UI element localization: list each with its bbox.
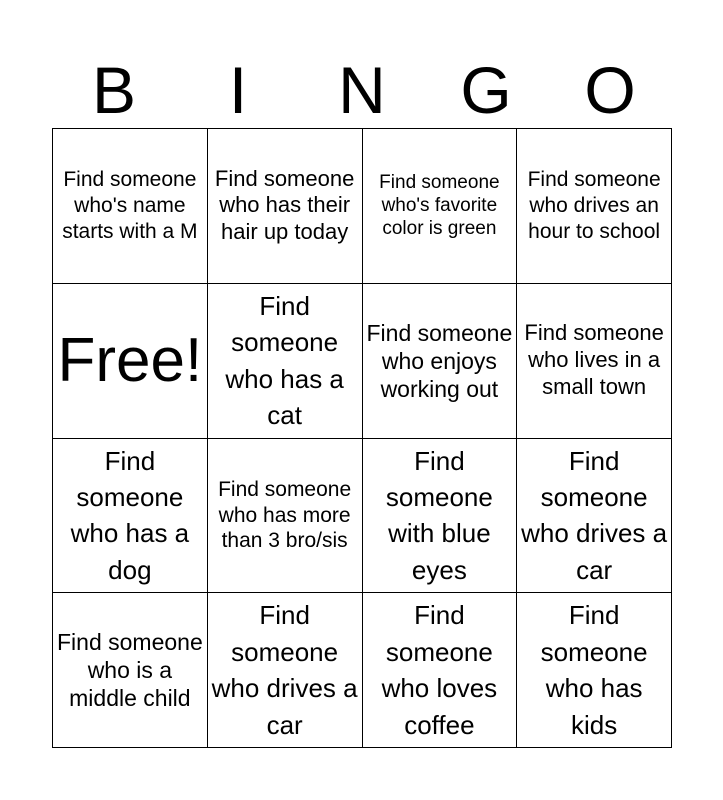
cell-text: Find someone who has a cat [225, 290, 344, 431]
cell-text: Find someone who enjoys working out [366, 319, 513, 402]
bingo-board [52, 128, 672, 748]
bingo-cell[interactable] [53, 129, 208, 284]
cell-text: Find someone who has their hair up today [214, 165, 355, 245]
cell-text: Find someone who's favorite color is green [379, 172, 500, 240]
cell-text: Find someone with blue eyes [385, 445, 493, 585]
header-letter-i: I [228, 53, 248, 127]
cell-text: Find someone who has more than 3 bro/sis [218, 477, 352, 553]
bingo-cell[interactable] [517, 439, 672, 594]
cell-text: Find someone who drives an hour to school [527, 168, 661, 243]
cell-text: Find someone who's name starts with a M [62, 168, 198, 243]
free-space-cell[interactable] [53, 284, 208, 439]
free-space-text: Free! [57, 325, 203, 395]
cell-text: Find someone who drives a car [211, 600, 358, 740]
bingo-cell[interactable] [517, 593, 672, 748]
bingo-cell[interactable] [208, 593, 363, 748]
header-letter-o: O [584, 53, 636, 127]
bingo-cell[interactable] [363, 439, 518, 594]
bingo-cell[interactable] [208, 284, 363, 439]
bingo-cell[interactable] [517, 284, 672, 439]
bingo-cell[interactable] [363, 593, 518, 748]
header-letter-b: B [91, 53, 137, 127]
cell-text: Find someone who has a dog [70, 445, 190, 585]
cell-text: Find someone who has kids [540, 600, 648, 740]
cell-text: Find someone who lives in a small town [524, 320, 664, 400]
bingo-cell[interactable] [363, 284, 518, 439]
bingo-header [52, 50, 672, 130]
bingo-cell[interactable] [517, 129, 672, 284]
bingo-cell[interactable] [363, 129, 518, 284]
bingo-cell[interactable] [208, 129, 363, 284]
cell-text: Find someone who is a middle child [57, 629, 203, 712]
cell-text: Find someone who drives a car [521, 445, 668, 585]
header-letter-n: N [338, 53, 386, 127]
bingo-cell[interactable] [53, 439, 208, 594]
cell-text: Find someone who loves coffee [381, 600, 498, 740]
bingo-cell[interactable] [53, 593, 208, 748]
bingo-cell[interactable] [208, 439, 363, 594]
header-letter-g: G [460, 53, 512, 127]
